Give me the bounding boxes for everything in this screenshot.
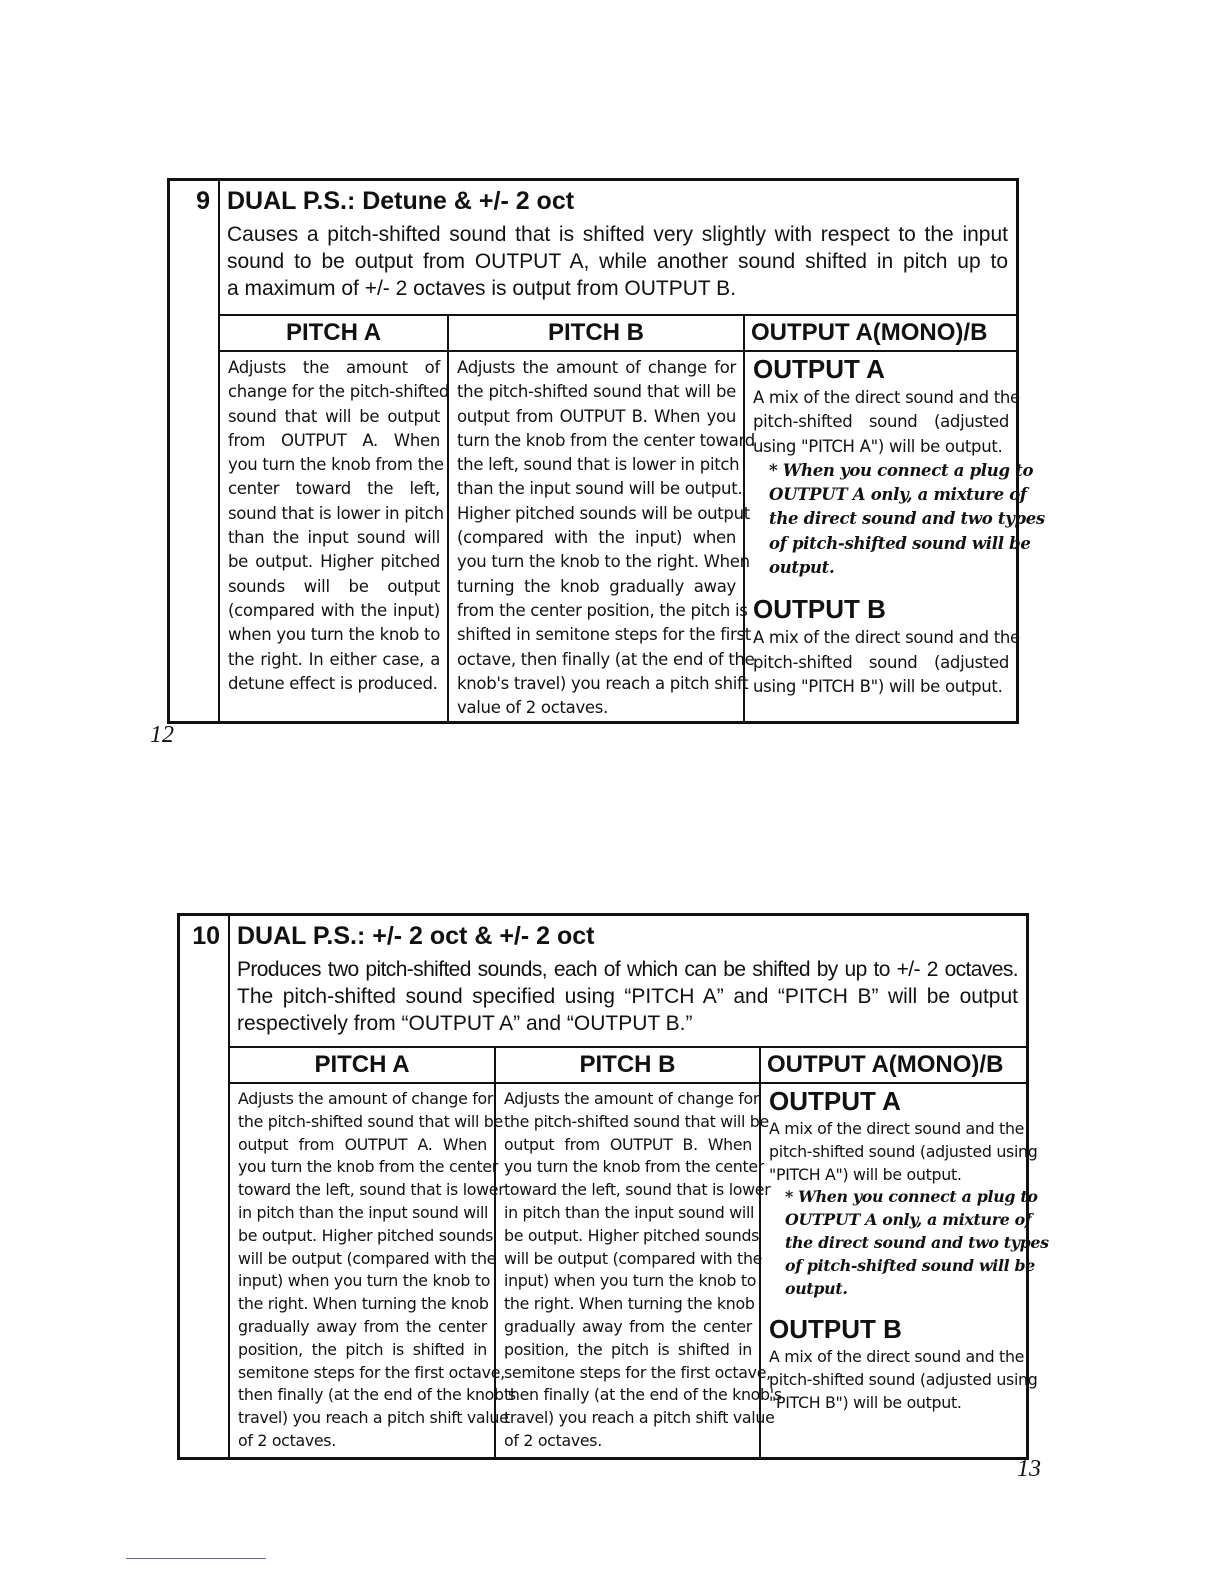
text-line: (compared with the input) [228, 600, 440, 620]
text-line: "PITCH A") will be output. [769, 1164, 962, 1184]
text-line: A mix of the direct sound and the [769, 1119, 1025, 1138]
section-number: 10 [192, 922, 220, 950]
text-line: octave, then finally (at the end of the [457, 649, 755, 669]
text-line: output from OUTPUT B. When you [457, 406, 736, 426]
text-line: pitch-shifted sound (adjusted [753, 412, 1009, 432]
text-line: from OUTPUT A. When [228, 430, 440, 450]
pitch-a-header: PITCH A [220, 316, 447, 352]
pitch-b-header: PITCH B [449, 316, 743, 352]
text-line: the pitch-shifted sound that will be [238, 1111, 503, 1131]
section-title: DUAL P.S.: Detune & +/- 2 oct [227, 187, 575, 215]
text-line: change for the pitch-shifted [228, 382, 450, 402]
text-line: shifted in semitone steps for the first [457, 625, 751, 645]
note-line: output. [769, 558, 835, 578]
text-line: the right. When turning the knob [238, 1294, 489, 1314]
text-line: in pitch than the input sound will [504, 1202, 755, 1222]
text-line: the pitch-shifted sound that will be [457, 382, 736, 402]
pitch-a-column [220, 316, 449, 721]
text-line: Higher pitched sounds will be output [457, 503, 750, 523]
output-a-note [769, 1186, 1049, 1300]
note-line: the direct sound and two types [769, 509, 1045, 529]
text-line: when you turn the knob to [228, 625, 440, 645]
text-line: sound that is lower in pitch [228, 503, 444, 523]
note-line: of pitch-shifted sound will be [769, 533, 1031, 553]
pitch-b-text [457, 356, 755, 720]
text-line: semitone steps for the first octave, [504, 1362, 771, 1382]
footer-rule [126, 1558, 266, 1559]
output-b-title: OUTPUT B [769, 1314, 902, 1345]
text-line: will be output (compared with the [238, 1248, 497, 1268]
pitch-a-text [238, 1088, 516, 1453]
parameter-columns [220, 316, 1045, 721]
text-line: turn the knob from the center toward [457, 430, 755, 450]
output-text [769, 1086, 1049, 1415]
pitch-a-text [228, 356, 450, 696]
section-header [230, 916, 1026, 1048]
text-line: the pitch-shifted sound that will be [504, 1111, 769, 1131]
text-line: the right. When turning the knob [504, 1294, 755, 1314]
text-line: in pitch than the input sound will [238, 1202, 489, 1222]
text-line: be output. Higher pitched [228, 552, 440, 572]
text-line: than the input sound will [228, 528, 440, 548]
text-line: Adjusts the amount of [228, 358, 440, 377]
text-line: knob's travel) you reach a pitch shift [457, 673, 749, 693]
text-line: A mix of the direct sound and the [753, 628, 1020, 648]
text-line: toward the left, sound that is lower [504, 1180, 771, 1200]
description-line: The pitch-shifted sound specified using “PITCH A” and “PITCH B” will be output [237, 985, 1018, 1008]
text-line: semitone steps for the first octave, [238, 1362, 505, 1382]
page-number-left: 12 [150, 722, 174, 748]
text-line: using "PITCH B") will be output. [753, 676, 1003, 696]
note-line: * When you connect a plug to [785, 1187, 1038, 1207]
pitch-b-column [449, 316, 755, 721]
text-line: you turn the knob to the right. When [457, 552, 750, 572]
note-line: * When you connect a plug to [769, 460, 1034, 480]
section-description [237, 956, 1018, 1037]
description-line: Causes a pitch-shifted sound that is shifted very slightly with respect to the input [227, 223, 1008, 246]
note-line: of pitch-shifted sound will be [785, 1255, 1036, 1275]
text-line: of 2 octaves. [504, 1430, 602, 1450]
text-line: will be output (compared with the [504, 1248, 763, 1268]
section-number-column [180, 916, 230, 1457]
text-line: the left, sound that is lower in pitch [457, 455, 740, 475]
text-line: you turn the knob from the center [238, 1157, 498, 1177]
text-line: pitch-shifted sound (adjusted [753, 652, 1009, 672]
output-column [745, 316, 1045, 721]
text-line: output from OUTPUT A. When [238, 1134, 487, 1154]
description-line: Produces two pitch-shifted sounds, each of which can be shifted by up to +/- 2 octaves. [237, 958, 1018, 981]
text-line: gradually away from the center [504, 1316, 752, 1336]
text-line: be output. Higher pitched sounds [238, 1225, 494, 1245]
note-line: OUTPUT A only, a mixture of [769, 485, 1027, 505]
section-number-column [170, 181, 220, 721]
text-line: gradually away from the center [238, 1316, 487, 1336]
text-line: output from OUTPUT B. When [504, 1134, 752, 1154]
text-line: pitch-shifted sound (adjusted using [769, 1141, 1038, 1161]
text-line: sound that will be output [228, 406, 440, 426]
output-header: OUTPUT A(MONO)/B [745, 316, 1016, 352]
text-line: using "PITCH A") will be output. [753, 436, 1003, 456]
pitch-a-header: PITCH A [230, 1048, 494, 1084]
pitch-b-header: PITCH B [496, 1048, 759, 1084]
text-line: input) when you turn the knob to [238, 1271, 491, 1291]
output-column [761, 1048, 1049, 1457]
page-number-right: 13 [1017, 1456, 1041, 1482]
section-header [220, 181, 1016, 316]
text-line: you turn the knob from the center [504, 1157, 764, 1177]
text-line: Adjusts the amount of change for [504, 1089, 760, 1108]
output-a-title: OUTPUT A [753, 354, 885, 384]
text-line: "PITCH B") will be output. [769, 1392, 962, 1412]
text-line: detune effect is produced. [228, 673, 438, 693]
text-line: from the center position, the pitch is [457, 600, 748, 620]
text-line: Adjusts the amount of change for [457, 358, 736, 377]
text-line: travel) you reach a pitch shift value [238, 1408, 509, 1428]
description-line: sound to be output from OUTPUT A, while another sound shifted in pitch up to [227, 250, 1008, 273]
text-line: input) when you turn the knob to [504, 1271, 757, 1291]
text-line: travel) you reach a pitch shift value [504, 1408, 775, 1428]
output-a-note [753, 459, 1045, 580]
text-line: A mix of the direct sound and the [753, 388, 1020, 407]
section-title: DUAL P.S.: +/- 2 oct & +/- 2 oct [237, 922, 595, 950]
text-line: the right. In either case, a [228, 649, 440, 669]
text-line: sounds will be output [228, 576, 440, 596]
text-line: Adjusts the amount of change for [238, 1089, 494, 1108]
text-line: be output. Higher pitched sounds [504, 1225, 760, 1245]
parameter-columns [230, 1048, 1049, 1457]
output-text [753, 354, 1045, 699]
section-description [227, 221, 1008, 302]
text-line: value of 2 octaves. [457, 698, 609, 718]
text-line: (compared with the input) when [457, 528, 736, 548]
text-line: you turn the knob from the [228, 455, 444, 475]
text-line: position, the pitch is shifted in [504, 1339, 752, 1359]
text-line: turning the knob gradually away [457, 576, 736, 596]
pitch-b-text [504, 1088, 782, 1453]
text-line: center toward the left, [228, 479, 440, 499]
text-line: pitch-shifted sound (adjusted using [769, 1370, 1038, 1390]
output-header: OUTPUT A(MONO)/B [761, 1048, 1026, 1084]
note-line: output. [785, 1278, 848, 1298]
description-line: a maximum of +/- 2 octaves is output from OUTPUT B. [227, 277, 737, 300]
note-line: OUTPUT A only, a mixture of [785, 1210, 1032, 1230]
section-number: 9 [196, 187, 210, 215]
output-a-title: OUTPUT A [769, 1086, 901, 1116]
text-line: toward the left, sound that is lower [238, 1180, 505, 1200]
note-line: the direct sound and two types [785, 1232, 1049, 1252]
description-line: respectively from “OUTPUT A” and “OUTPUT B.” [237, 1012, 693, 1035]
text-line: then finally (at the end of the knob's [238, 1385, 516, 1405]
text-line: position, the pitch is shifted in [238, 1339, 487, 1359]
section-9-table [167, 178, 1045, 724]
text-line: then finally (at the end of the knob's [504, 1385, 782, 1405]
output-b-title: OUTPUT B [753, 594, 886, 625]
pitch-a-column [230, 1048, 516, 1457]
pitch-b-column [496, 1048, 782, 1457]
text-line: A mix of the direct sound and the [769, 1347, 1025, 1367]
text-line: than the input sound will be output. [457, 479, 743, 499]
text-line: of 2 octaves. [238, 1430, 336, 1450]
section-10-table [177, 913, 1049, 1460]
